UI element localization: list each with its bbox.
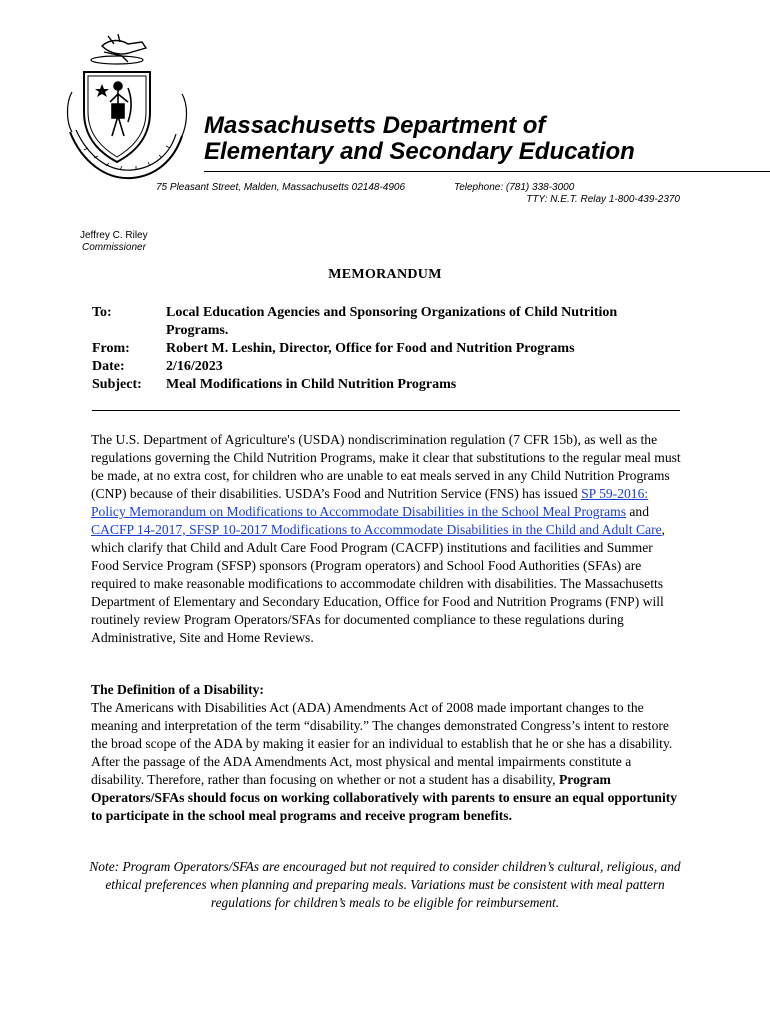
from-value: Robert M. Leshin, Director, Office for Food and Nutrition Programs: [166, 341, 575, 356]
department-name-line2: Elementary and Secondary Education: [204, 138, 635, 165]
section-heading: The Definition of a Disability:: [91, 682, 264, 697]
department-name: [204, 113, 635, 165]
paragraph-2-emphasis: Program Operators/SFAs should focus on working collaboratively with parents to ensure an equal opportunity to participate in the school meal programs and receive program benefits.: [91, 772, 678, 823]
memo-title: MEMORANDUM: [328, 267, 442, 282]
subject-label: Subject:: [92, 377, 142, 392]
contact-info: [454, 182, 680, 206]
note: Note: Program Operators/SFAs are encouraged but not required to consider children’s cultural, religious, and ethical preferences when planning and preparing meals. Variations must be consistent with meal pattern regulations for children’s meals to be eligible for reimbursement.: [89, 859, 681, 910]
paragraph-1-text-b: and: [626, 504, 650, 519]
paragraph-1-text-a: The U.S. Department of Agriculture's (USDA) nondiscrimination regulation (7 CFR 15b), as well as the regulations governing the Child Nutrition Programs, make it clear that substitutions to the regular meal must be made, at no extra cost, for children who are unable to eat meals served in any Child Nutrition Programs (CNP) because of their disabilities. USDA’s Food and Nutrition Service (FNS) has issued: [91, 432, 681, 501]
commissioner-block: [80, 230, 148, 254]
paragraph-2-text: The Americans with Disabilities Act (ADA) Amendments Act of 2008 made important changes to the meaning and interpretation of the term “disability.” The changes demonstrated Congress’s intent to restore the broad scope of the ADA by making it easier for an individual to establish that he or she has a disability. After the passage of the ADA Amendments Act, most physical and mental impairments constitute a disability. Therefore, rather than focusing on whether or not a student has a disability,: [91, 700, 673, 787]
letterhead-divider: [204, 171, 770, 172]
department-name-line1: Massachusetts Department of: [204, 112, 546, 139]
body-paragraph-2: [91, 699, 681, 825]
subject-value: Meal Modifications in Child Nutrition Programs: [166, 377, 457, 392]
date-value: 2/16/2023: [166, 359, 223, 374]
telephone: Telephone: (781) 338-3000: [454, 182, 575, 193]
commissioner-title: Commissioner: [82, 242, 146, 253]
cacfp-14-2017-link[interactable]: CACFP 14-2017, SFSP 10-2017 Modifications to Accommodate Disabilities in the Child and Adult Care: [91, 522, 662, 537]
from-label: From:: [92, 341, 130, 356]
to-value-line2: Programs.: [166, 323, 229, 338]
tty: TTY: N.E.T. Relay 1-800-439-2370: [526, 194, 680, 205]
to-value: [166, 304, 678, 340]
body-paragraph-1: [91, 431, 681, 647]
commissioner-name: Jeffrey C. Riley: [80, 230, 148, 241]
address: 75 Pleasant Street, Malden, Massachusetts 02148-4906: [156, 182, 406, 193]
header-divider: [92, 410, 680, 411]
paragraph-1-text-c: , which clarify that Child and Adult Care Food Program (CACFP) institutions and facilities and Summer Food Service Program (SFSP) sponsors (Program operators) and School Food Authorities (SFAs) are required to make reasonable modifications to accommodate children with disabilities. The Massachusetts Department of Elementary and Secondary Education, Office for Food and Nutrition Programs (FNP) will routinely review Program Operators/SFAs for documented compliance to these regulations during Administrative, Site and Home Reviews.: [91, 522, 666, 645]
to-value-line1: Local Education Agencies and Sponsoring Organizations of Child Nutrition: [166, 305, 618, 320]
massachusetts-seal-icon: [62, 32, 192, 182]
date-label: Date:: [92, 359, 125, 374]
sp-59-2016-link[interactable]: SP 59-2016: Policy Memorandum on Modifications to Accommodate Disabilities in the School Meal Programs: [91, 486, 649, 519]
to-label: To:: [92, 305, 112, 320]
